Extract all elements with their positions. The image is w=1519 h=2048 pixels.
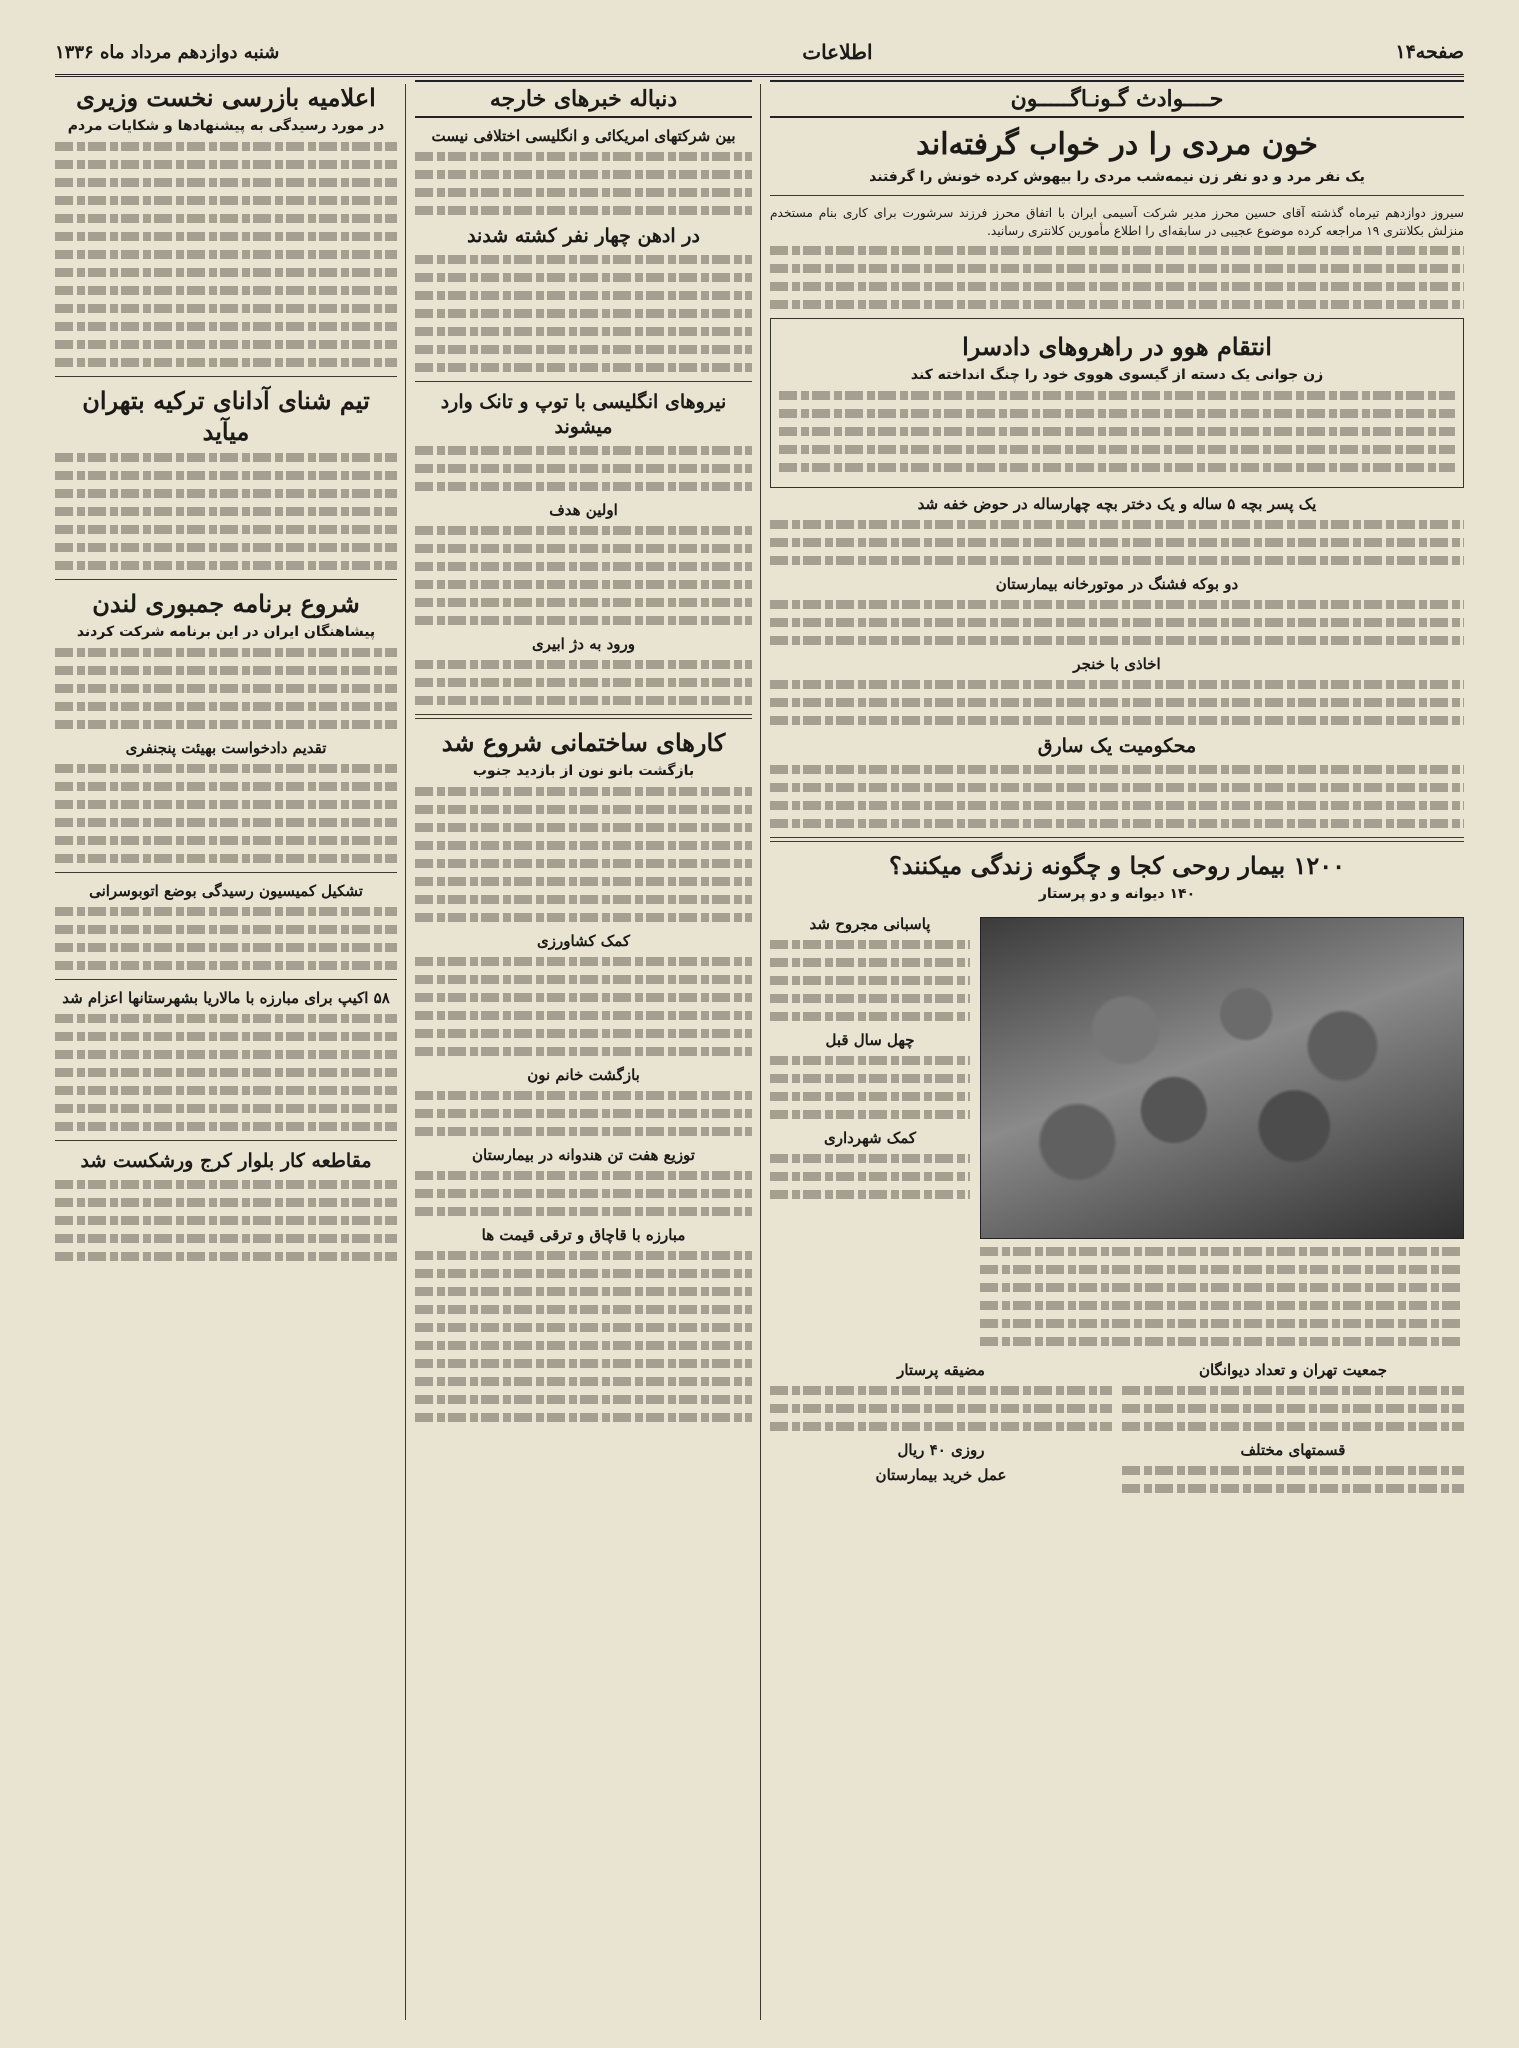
text-lines (415, 787, 752, 922)
news-headline: تشکیل کمیسیون رسیدگی بوضع اتوبوسرانی (89, 882, 363, 900)
text-lines (55, 142, 397, 367)
text-lines (415, 526, 752, 625)
news-headline: کارهای ساختمانی شروع شد (441, 728, 726, 757)
text-lines (55, 764, 397, 863)
news-subheadline: بازگشت بانو نون از بازدید جنوب (472, 763, 695, 779)
issue-date: شنبه دوازدهم مرداد ماه ۱۳۳۶ (55, 41, 280, 63)
story-headline: محکومیت یک سارق (1037, 735, 1197, 757)
text-lines (415, 957, 752, 1056)
news-subhead: توزیع هفت تن هندوانه در بیمارستان (472, 1146, 695, 1164)
text-lines (770, 1154, 970, 1199)
story-headline: یک پسر بچه ۵ ساله و یک دختر بچه چهارساله در حوض خفه شد (917, 495, 1317, 513)
paper-name: اطلاعات (802, 40, 873, 64)
news-headline: در ادهن چهار نفر کشته شدند (467, 225, 700, 247)
feature-subsections (770, 1355, 1464, 1502)
page-number: صفحه۱۴ (1395, 41, 1464, 63)
text-lines (415, 1251, 752, 1422)
lead-headline: خون مردی را در خواب گرفته‌اند (916, 127, 1318, 162)
news-subhead: اولین هدف (549, 501, 618, 519)
feature-headline: ۱۲۰۰ بیمار روحی کجا و چگونه زندگی میکنند؟ (888, 851, 1346, 880)
news-subhead: تقدیم دادخواست بهیئت پنجنفری (125, 739, 327, 757)
subsection-headline: عمل خرید بیمارستان (875, 1466, 1007, 1484)
text-lines (55, 453, 397, 570)
text-lines (1122, 1386, 1464, 1431)
story-headline: انتقام هوو در راهروهای دادسرا (962, 332, 1272, 361)
subsection-headline: قسمتهای مختلف (1240, 1441, 1346, 1459)
text-lines (770, 1056, 970, 1119)
column-divider (760, 84, 761, 2020)
text-lines (770, 246, 1464, 309)
news-headline: نیروهای انگلیسی با توپ و تانک وارد میشوند (440, 391, 727, 438)
text-lines (779, 391, 1455, 472)
feature-subheadline: ۱۴۰ دیوانه و دو پرستار (1038, 886, 1196, 902)
domestic-news-column (55, 80, 397, 2024)
text-lines (1122, 1466, 1464, 1493)
subsection-headline: روزی ۴۰ ریال (897, 1441, 985, 1459)
text-lines (415, 255, 752, 372)
story-subheadline: زن جوانی یک دسته از گیسوی هووی خود را چنگ انداخته کند (910, 367, 1324, 383)
text-lines (770, 520, 1464, 565)
news-subheadline: پیشاهنگان ایران در این برنامه شرکت کردند (76, 624, 376, 640)
text-lines (55, 907, 397, 970)
news-headline: ۵۸ اکیپ برای مبارزه با مالاریا بشهرستانها اعزام شد (62, 989, 390, 1007)
text-lines (770, 940, 970, 1021)
news-headline: تیم شنای آدانای ترکیه بتهران میآید (82, 386, 370, 446)
events-section (770, 80, 1464, 2024)
story-box (770, 318, 1464, 488)
events-banner: حــــوادث گـونـاگـــــون (770, 80, 1464, 118)
text-lines (770, 600, 1464, 645)
lead-subheadline: یک نفر مرد و دو نفر زن نیمه‌شب مردی را بیهوش کرده خونش را گرفتند (869, 169, 1365, 185)
story-headline: دو بوکه فشنگ در موتورخانه بیمارستان (995, 575, 1239, 593)
text-lines (415, 446, 752, 491)
text-lines (415, 1091, 752, 1136)
news-headline: مقاطعه کار بلوار کرج ورشکست شد (80, 1150, 372, 1172)
lead-paragraph: سیروز دوازدهم تیرماه گذشته آقای حسین محرز مدیر شرکت آسیمی ایران با اتفاق محرز فرزند سرشورت برای کاری بنام مستخدم منزلش بکلانتری ۱۹ مراجعه کرده موضوع عجیبی در سابقه‌ای را اطلاع مأمورین کلانتری رسانید. (770, 206, 1464, 238)
feature-side-column (770, 909, 970, 1355)
side-headline: کمک شهرداری (823, 1129, 917, 1147)
text-lines (55, 1014, 397, 1131)
text-lines (770, 765, 1464, 828)
text-lines (415, 1171, 752, 1216)
feature-row (770, 909, 1464, 1355)
side-headline: چهل سال قبل (825, 1031, 915, 1049)
feature-photo-column (980, 909, 1464, 1355)
column-divider (405, 84, 406, 2020)
text-lines (415, 152, 752, 215)
subsection-headline: مضیقه پرستار (897, 1361, 985, 1379)
text-lines (770, 1386, 1112, 1431)
news-headline: شروع برنامه جمبوری لندن (92, 589, 360, 618)
news-subheadline: در مورد رسیدگی به پیشنهادها و شکایات مردم (67, 118, 385, 134)
news-headline: بین شرکتهای امریکائی و انگلیسی اختلافی نیست (431, 127, 736, 145)
foreign-news-column (415, 80, 752, 2024)
story-headline: اخاذی با خنجر (1073, 655, 1161, 673)
news-headline: اعلامیه بازرسی نخست وزیری (76, 83, 376, 112)
news-subhead: کمک کشاورزی (536, 932, 631, 950)
text-lines (980, 1247, 1464, 1346)
text-lines (55, 1180, 397, 1261)
text-lines (415, 660, 752, 705)
text-lines (55, 648, 397, 729)
masthead (55, 30, 1464, 77)
subsection-headline: جمعیت تهران و تعداد دیوانگان (1198, 1361, 1388, 1379)
news-subhead: بازگشت خانم نون (527, 1066, 640, 1084)
news-subhead: ورود به دژ ابیری (531, 635, 636, 653)
news-subhead: مبارزه با قاچاق و ترقی قیمت ها (481, 1226, 686, 1244)
patients-photo (980, 917, 1464, 1239)
foreign-news-banner: دنباله خبرهای خارجه (415, 80, 752, 118)
side-headline: پاسبانی مجروح شد (809, 915, 931, 933)
text-lines (770, 680, 1464, 725)
